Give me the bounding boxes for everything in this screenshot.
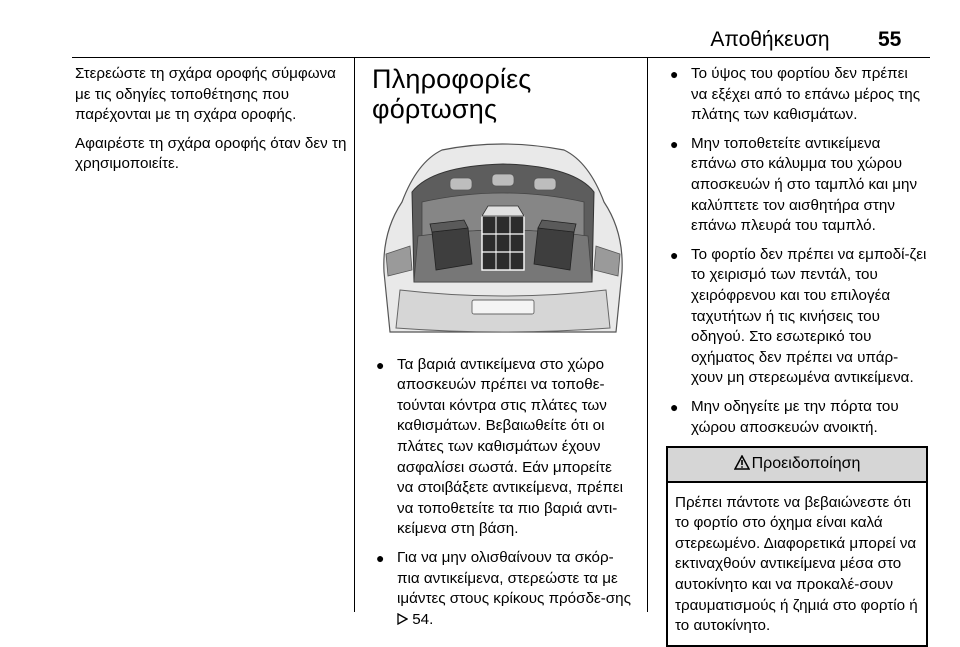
bullet-icon: ● bbox=[670, 66, 679, 82]
bullet-icon: ● bbox=[376, 356, 385, 373]
list-item-text: Τα βαριά αντικείμενα στο χώρο αποσκευών πρέπει να τοποθε-τούνται κόντρα στις πλάτες των καθισμάτων. Βεβαιωθείτε ότι οι πλάτες των καθισμάτων έχουν ασφαλίσει σωστά. Εάν μπορείτε να στοιβάξετε αντικείμενα, πρέπει να τοποθετείτε τα πιο βαριά αντι-κείμενα στη βάση. bbox=[397, 355, 623, 538]
list-item bbox=[666, 64, 928, 126]
column-3 bbox=[666, 64, 928, 647]
section-title-line-2: φόρτωσης bbox=[372, 94, 498, 124]
warning-triangle-icon bbox=[734, 453, 750, 474]
list-item-text: Το ύψος του φορτίου δεν πρέπει να εξέχει από το επάνω μέρος της πλάτης των καθισμάτων. bbox=[691, 65, 921, 124]
list-item bbox=[372, 548, 632, 630]
loading-bullet-list-1 bbox=[372, 355, 632, 631]
bullet-icon: ● bbox=[670, 135, 679, 152]
warning-title: Προειδοποίηση bbox=[751, 455, 861, 473]
header-rule bbox=[72, 57, 930, 58]
section-title-line-1: Πληροφορίες bbox=[372, 64, 532, 94]
triangle-reference-icon[interactable] bbox=[397, 611, 412, 628]
column-2 bbox=[372, 64, 632, 638]
bullet-icon: ● bbox=[670, 246, 679, 263]
loading-bullet-list-2 bbox=[666, 64, 928, 438]
page-number: 55 bbox=[878, 28, 902, 51]
header-title: Αποθήκευση bbox=[710, 28, 830, 51]
bullet-icon: ● bbox=[670, 398, 679, 415]
list-item-text: Μην τοποθετείτε αντικείμενα επάνω στο κάλυμμα του χώρου αποσκευών ή στο ταμπλό και μην καλύπτετε τον αισθητήρα στην επάνω πλευρά του ταμπλό. bbox=[691, 134, 918, 235]
warning-box bbox=[666, 446, 928, 647]
bullet-icon: ● bbox=[376, 549, 385, 566]
section-title bbox=[372, 64, 632, 124]
paragraph-roof-rack-remove: Αφαιρέστε τη σχάρα οροφής όταν δεν τη χρησιμοποιείτε. bbox=[75, 134, 347, 173]
warning-header bbox=[668, 448, 926, 483]
column-divider-2 bbox=[647, 57, 648, 612]
list-item bbox=[372, 355, 632, 540]
list-item bbox=[666, 134, 928, 237]
list-item-text: Μην οδηγείτε με την πόρτα του χώρου αποσκευών ανοικτή. bbox=[691, 397, 899, 436]
warning-text: Πρέπει πάντοτε να βεβαιώνεστε ότι το φορτίο στο όχημα είναι καλά στερεωμένο. Διαφορετικά μπορεί να εκτιναχθούν αντικείμενα μέσα στο αυτοκίνητο και να προκαλέ-σουν τραυματισμούς ή ζημιά στο φορτίο ή το αυτοκίνητο. bbox=[675, 493, 918, 635]
paragraph-roof-rack-fit: Στερεώστε τη σχάρα οροφής σύμφωνα με τις οδηγίες τοποθέτησης που παρέχονται με τη σχάρα οροφής. bbox=[75, 65, 336, 124]
column-divider-1 bbox=[354, 57, 355, 612]
page-reference[interactable]: 54. bbox=[412, 610, 434, 628]
list-item-text: Για να μην ολισθαίνουν τα σκόρ-πια αντικείμενα, στερεώστε τα με ιμάντες στους κρίκους πρόσδε-σης bbox=[397, 548, 631, 608]
luggage-compartment-illustration bbox=[372, 132, 634, 338]
list-item-text: Το φορτίο δεν πρέπει να εμποδί-ζει το χειρισμό των πεντάλ, του χειρόφρενου και του επιλογέα ταχυτήτων ή τις κινήσεις του οδηγού. Στο εσωτερικό του οχήματος δεν πρέπει να υπάρ-χουν μη στερεωμένα αντικείμενα. bbox=[691, 245, 927, 387]
list-item bbox=[666, 245, 928, 389]
list-item bbox=[666, 397, 928, 438]
column-1 bbox=[75, 64, 347, 183]
